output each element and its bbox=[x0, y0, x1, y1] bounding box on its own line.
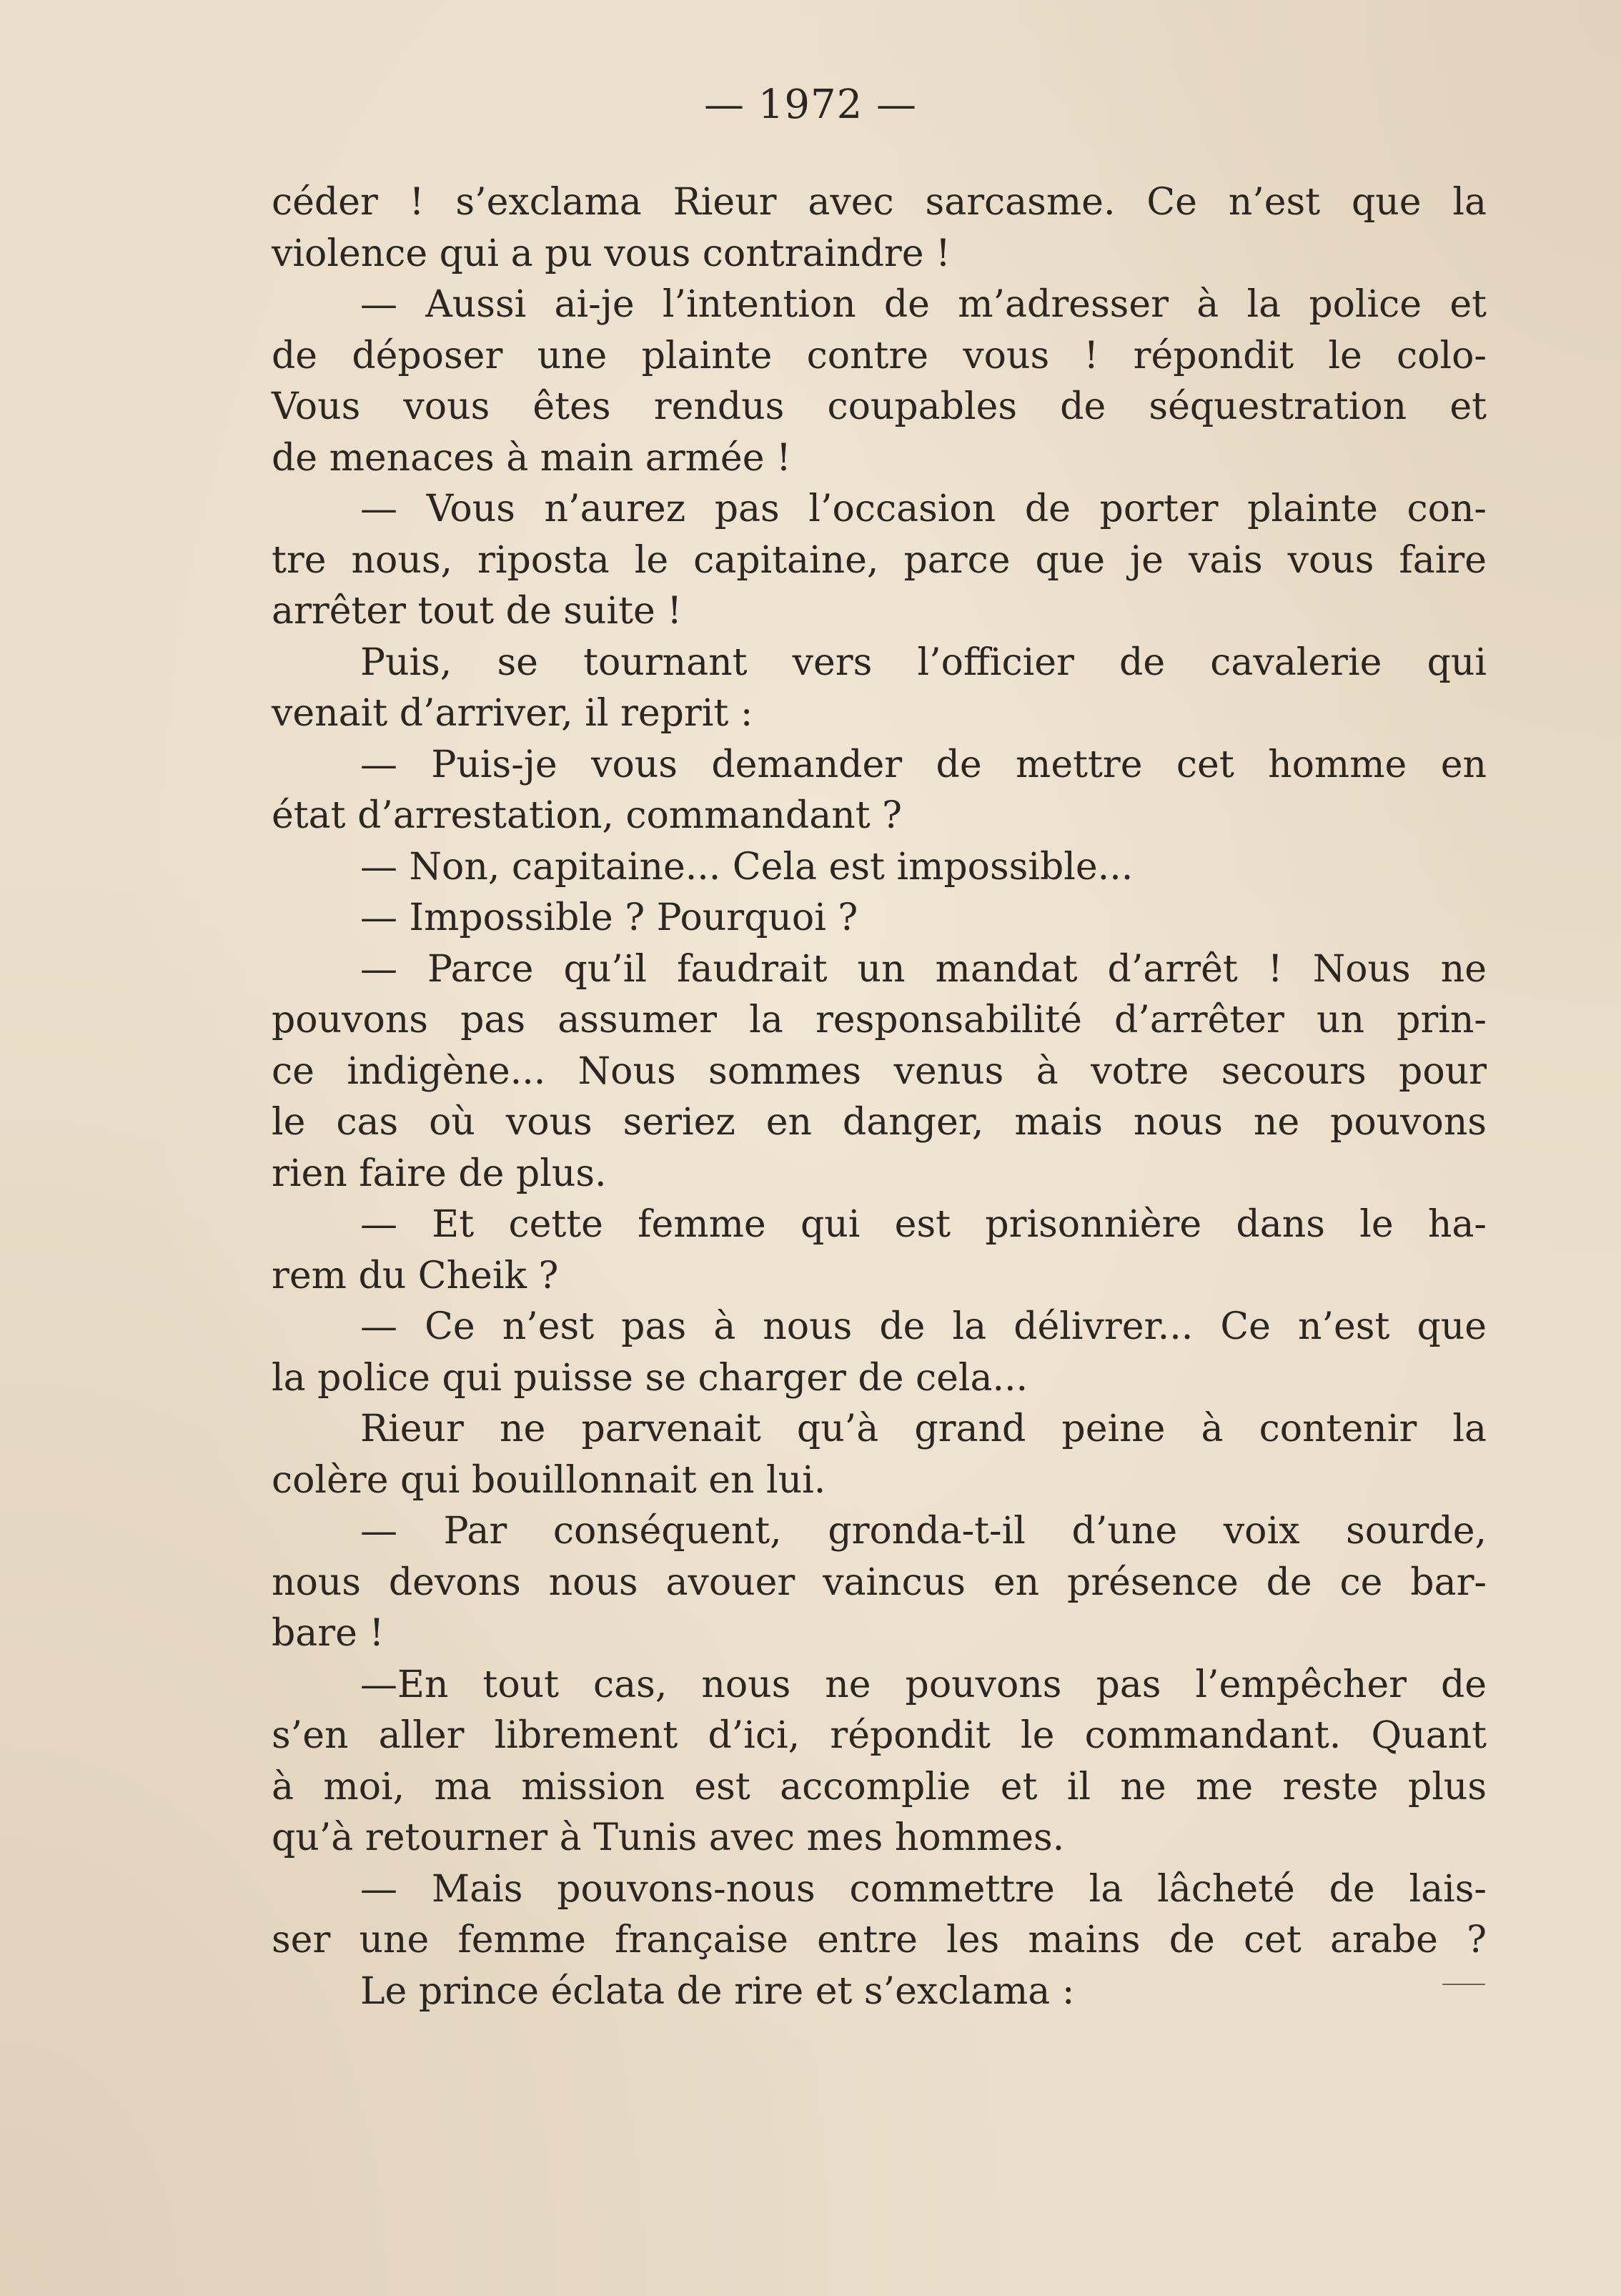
text-line: rem du Cheik ? bbox=[272, 1254, 559, 1297]
text-line: tre nous, riposta le capitaine, parce que je vais vous faire bbox=[272, 538, 1487, 582]
printer-rule-mark bbox=[1442, 1984, 1485, 1985]
text-line: de déposer une plainte contre vous ! répondit le colo- bbox=[272, 334, 1487, 377]
text-line: qu’à retourner à Tunis avec mes hommes. bbox=[272, 1816, 1065, 1859]
text-line: — Aussi ai-je l’intention de m’adresser à la police et bbox=[360, 283, 1487, 326]
text-line: — Non, capitaine... Cela est impossible... bbox=[360, 845, 1134, 889]
text-line: s’en aller librement d’ici, répondit le commandant. Quant bbox=[272, 1714, 1487, 1757]
text-line: céder ! s’exclama Rieur avec sarcasme. Ce n’est que la bbox=[272, 181, 1487, 224]
text-line: rien faire de plus. bbox=[272, 1152, 607, 1195]
text-line: — Vous n’aurez pas l’occasion de porter plainte con- bbox=[360, 488, 1487, 530]
text-line: colère qui bouillonnait en lui. bbox=[272, 1458, 826, 1502]
text-line: Vous vous êtes rendus coupables de séquestration et bbox=[272, 385, 1487, 428]
text-line: état d’arrestation, commandant ? bbox=[272, 794, 902, 837]
text-line: — Mais pouvons-nous commettre la lâcheté de lais- bbox=[360, 1867, 1487, 1911]
body-text bbox=[272, 177, 1487, 2017]
text-line: — Ce n’est pas à nous de la délivrer... Ce n’est que bbox=[360, 1305, 1487, 1348]
text-line: venait d’arriver, il reprit : bbox=[272, 692, 753, 735]
text-line: arrêter tout de suite ! bbox=[272, 590, 683, 633]
text-line: à moi, ma mission est accomplie et il ne me reste plus bbox=[272, 1765, 1487, 1808]
text-line: — Puis-je vous demander de mettre cet homme en bbox=[360, 743, 1487, 786]
text-line: pouvons pas assumer la responsabilité d’arrêter un prin- bbox=[272, 999, 1487, 1041]
text-line: — Par conséquent, gronda-t-il d’une voix sourde, bbox=[360, 1510, 1487, 1553]
text-line: —En tout cas, nous ne pouvons pas l’empêcher de bbox=[360, 1663, 1487, 1706]
text-line: Le prince éclata de rire et s’exclama : bbox=[360, 1969, 1075, 2013]
text-line: — Et cette femme qui est prisonnière dans le ha- bbox=[360, 1203, 1487, 1246]
text-line: nous devons nous avouer vaincus en présence de ce bar- bbox=[272, 1560, 1487, 1604]
text-line: la police qui puisse se charger de cela... bbox=[272, 1356, 1028, 1400]
text-line: — Impossible ? Pourquoi ? bbox=[360, 896, 858, 939]
text-line: Puis, se tournant vers l’officier de cavalerie qui bbox=[360, 640, 1487, 684]
text-line: violence qui a pu vous contraindre ! bbox=[272, 232, 951, 275]
text-line: le cas où vous seriez en danger, mais nous ne pouvons bbox=[272, 1101, 1487, 1144]
text-line: ce indigène... Nous sommes venus à votre secours pour bbox=[272, 1049, 1487, 1093]
text-line: de menaces à main armée ! bbox=[272, 436, 791, 480]
page-number-header: — 1972 — bbox=[703, 81, 918, 128]
text-line: bare ! bbox=[272, 1612, 385, 1655]
text-line: — Parce qu’il faudrait un mandat d’arrêt ! Nous ne bbox=[360, 947, 1487, 991]
text-line: Rieur ne parvenait qu’à grand peine à contenir la bbox=[360, 1407, 1487, 1450]
text-line: ser une femme française entre les mains de cet arabe ? bbox=[272, 1919, 1487, 1961]
